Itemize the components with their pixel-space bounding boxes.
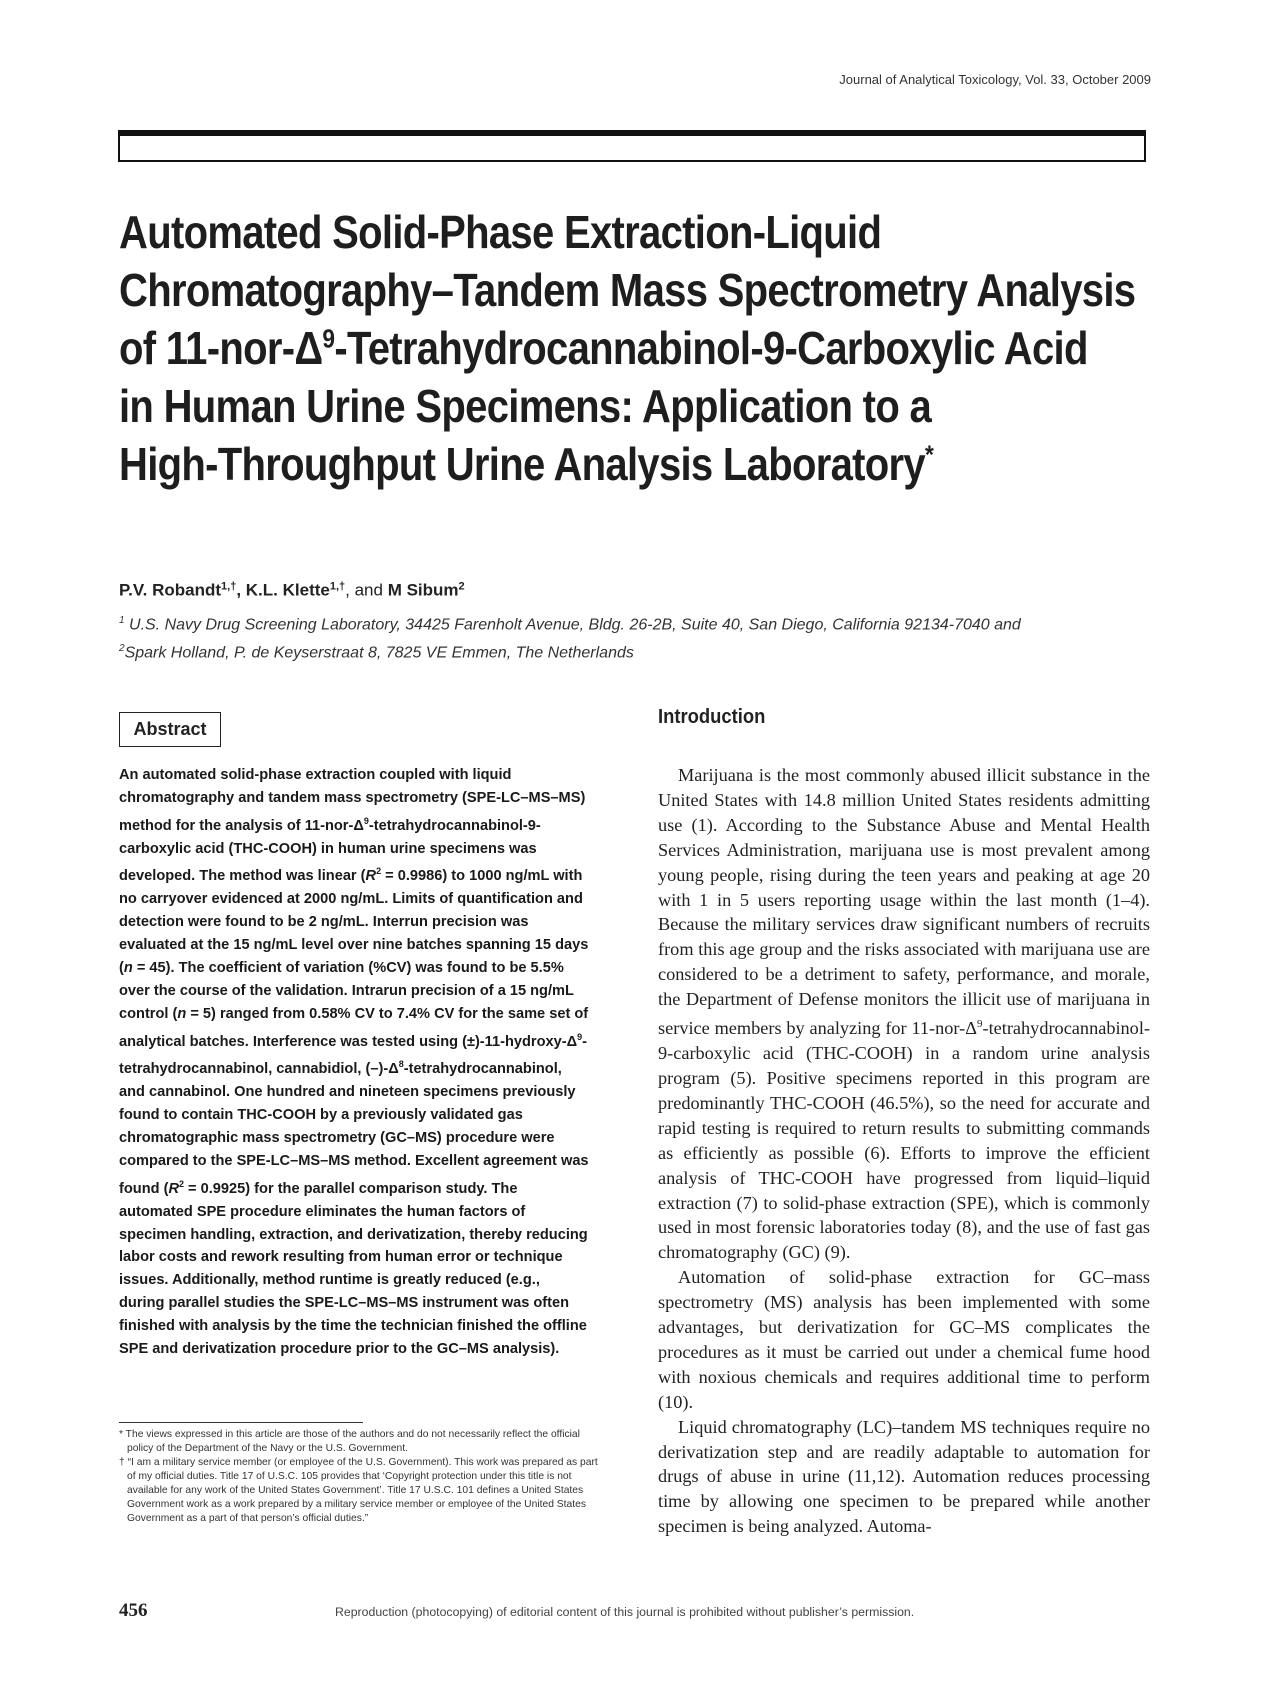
footnote-2: † “I am a military service member (or employee of the U.S. Government). This work was prepared as part of my official duties. Title 17 of U.S.C. 105 provides that ‘Copyright protection under this title is not available for any work of the United States Government’. Title 17 U.S.C. 101 defines a United States Government work as a work prepared by a military service member or employee of the United States Government as a part of that person’s official duties.” bbox=[119, 1457, 598, 1524]
footnotes bbox=[119, 1428, 609, 1526]
title-line-1: Automated Solid-Phase Extraction-Liquid bbox=[119, 206, 882, 258]
title-line-3: of $11-nor-\Delta^9-Tetrahydrocannabinol-9$-Carboxylic Acid bbox=[119, 322, 1088, 374]
footnote-rule bbox=[119, 1422, 363, 1423]
copyright-notice: Reproduction (photocopying) of editorial content of this journal is prohibited without publisher’s permission. bbox=[335, 1605, 915, 1619]
page-number: 456 bbox=[119, 1600, 148, 1621]
footnote-1: * The views expressed in this article are those of the authors and do not necessarily reflect the official policy of the Department of the Navy or the U.S. Government. bbox=[119, 1429, 580, 1454]
abstract-heading: Abstract bbox=[119, 712, 221, 747]
abstract-body: An automated solid-phase extraction coupled with liquid chromatography and tandem mass spectrometry (SPE-LC–MS–MS) method for the analysis of $11-nor-\Delta^9-tetrahydrocannabinol-9$-carboxylic acid (THC-COOH) in human urine specimens was developed. The method was linear $(R^2 = 0.9986)$ to 1000 ng/mL with no carryover evidenced at 2000 ng/mL. Limits of quantification and detection were found to be 2 ng/mL. Interrun precision was evaluated at the 15 ng/mL level over nine batches spanning 15 days (n = 45). The coefficient of variation (%CV) was found to be 5.5% over the course of the validation. Intrarun precision of a 15 ng/mL control (n = 5) ranged from 0.58% CV to 7.4% CV for the same set of analytical batches. Interference was tested using $(\pm)-11-hydroxy-\Delta^9$-tetrahydrocannabinol, cannabidiol, $(-)-\Delta^8$-tetrahydrocannabinol, and cannabinol. One hundred and nineteen specimens previously found to contain THC-COOH by a previously validated gas chromatographic mass spectrometry (GC–MS) procedure were compared to the SPE-LC–MS–MS method. Excellent agreement was found $(R^2 = 0.9925)$ for the parallel comparison study. The automated SPE procedure eliminates the human factors of specimen handling, extraction, and derivatization, thereby reducing labor costs and rework resulting from human error or technique issues. Additionally, method runtime is greatly reduced (e.g., during parallel studies the SPE-LC–MS–MS instrument was often finished with analysis by the time the technician finished the offline SPE and derivatization procedure prior to the GC–MS analysis). bbox=[119, 767, 589, 1358]
intro-paragraph-3: Liquid chromatography (LC)–tandem MS techniques require no derivatization step and are readily adaptable to automation for drugs of abuse in urine (11,12). Automation reduces processing time by allowing one specimen to be prepared while another specimen is being analyzed. Automa- bbox=[658, 1416, 1150, 1537]
author-list: P.V. Robandt$^{1,\dagger}$, K.L. Klette$^{1,\dagger}$, and M Sibum$^2$ bbox=[119, 580, 465, 600]
introduction-body bbox=[658, 763, 1150, 1539]
affiliation-1: $^1$ U.S. Navy Drug Screening Laboratory, 34425 Farenholt Avenue, Bldg. 26-2B, Suite 40, San Diego, California 92134-7040 and bbox=[119, 615, 1021, 634]
article-title bbox=[119, 203, 1136, 493]
title-line-2: Chromatography–Tandem Mass Spectrometry Analysis bbox=[119, 264, 1136, 316]
affiliation-2: $^2$Spark Holland, P. de Keyserstraat 8, 7825 VE Emmen, The Netherlands bbox=[119, 643, 634, 662]
title-line-4: in Human Urine Specimens: Application to a bbox=[119, 380, 932, 432]
author-1: P.V. Robandt bbox=[119, 580, 222, 600]
intro-paragraph-1: Marijuana is the most commonly abused illicit substance in the United States with 14.8 million United States residents admitting use (1). According to the Substance Abuse and Mental Health Services Administration, marijuana use is most prevalent among young people, rising during the teen years and peaking at age 20 with 1 in 5 users reporting usage within the last month (1–4). Because the military services draw significant numbers of recruits from this age group and the risks associated with marijuana use are considered to be a detriment to safety, performance, and morale, the Department of Defense monitors the illicit use of marijuana in service members by analyzing for $11-nor-\Delta^9-tetrahydrocannabinol-9$-carboxylic acid (THC-COOH) in a random urine analysis program (5). Positive specimens reported in this program are predominantly THC-COOH (46.5%), so the need for accurate and rapid testing is required to return results to submitting commands as efficiently as possible (6). Efforts to improve the efficient analysis of THC-COOH have progressed from liquid–liquid extraction (7) to solid-phase extraction (SPE), which is commonly used in most forensic laboratories today (8), and the use of fast gas chromatography (GC) (9). bbox=[658, 765, 1150, 1263]
introduction-heading: Introduction bbox=[658, 706, 766, 728]
author-2: K.L. Klette bbox=[245, 580, 330, 600]
author-3: M Sibum bbox=[387, 580, 459, 600]
intro-paragraph-2: Automation of solid-phase extraction for GC–mass spectrometry (MS) analysis has been implemented with some advantages, but derivatization for GC–MS complicates the procedures as it must be carried out under a chemical fume hood with noxious chemicals and requires additional time to perform (10). bbox=[658, 1267, 1150, 1412]
header-rule-box bbox=[118, 130, 1146, 162]
affiliations bbox=[119, 609, 1021, 666]
running-head: Journal of Analytical Toxicology, Vol. 33, October 2009 bbox=[839, 72, 1151, 87]
title-line-5: High-Throughput Urine Analysis Laboratory* bbox=[119, 438, 934, 490]
